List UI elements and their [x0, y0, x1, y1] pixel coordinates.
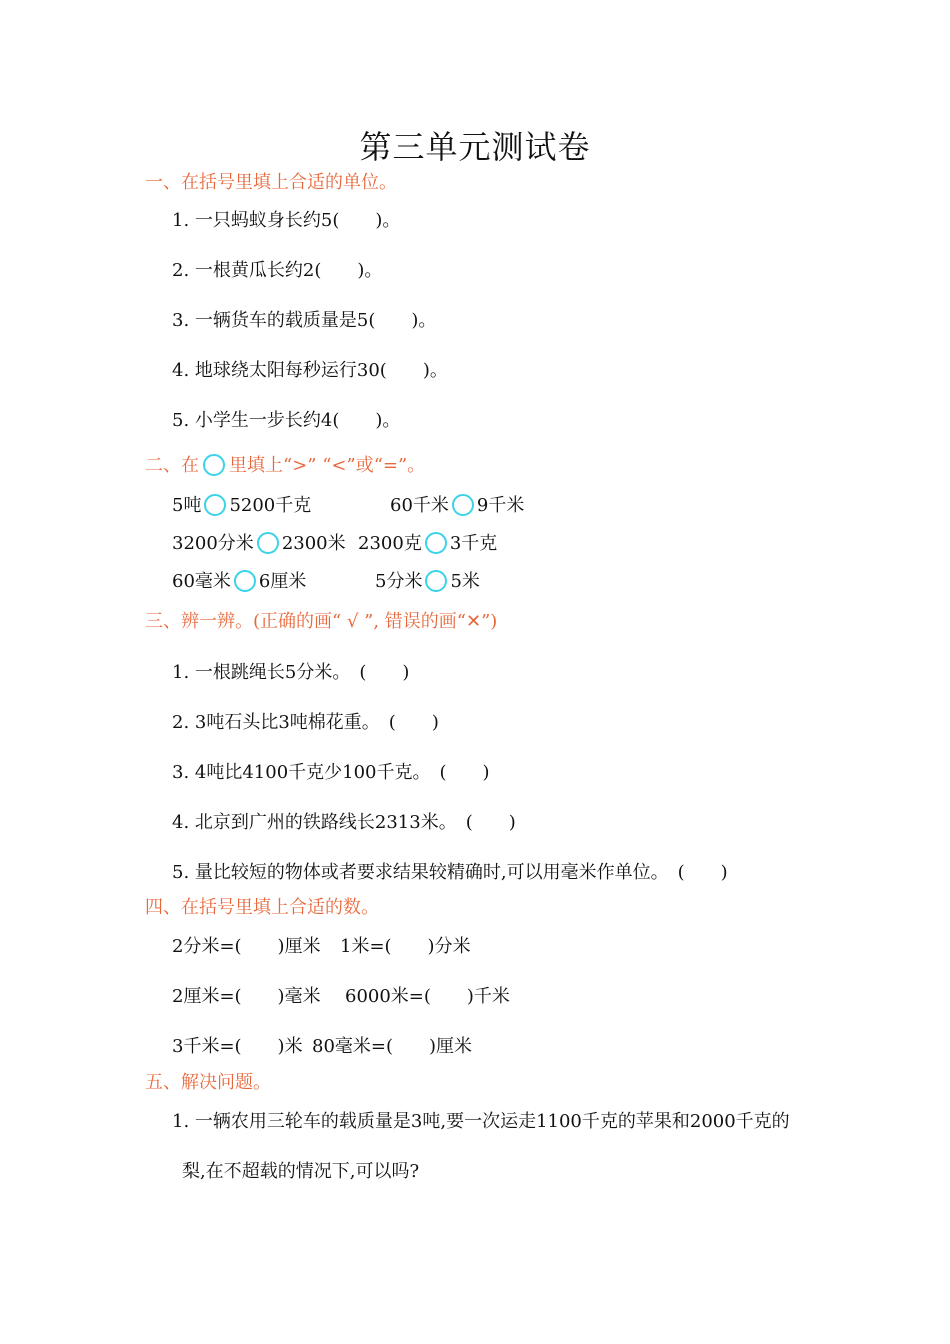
- compare-left: 60毫米: [172, 571, 231, 592]
- s4-item: 1米=( )分米: [340, 936, 471, 957]
- section-1-heading: 一、在括号里填上合适的单位。: [145, 172, 397, 193]
- page-title: 第三单元测试卷: [359, 128, 591, 166]
- s5-problem-line-1: 1. 一辆农用三轮车的载质量是3吨,要一次运走1100千克的苹果和2000千克的: [172, 1111, 790, 1132]
- section-5-heading: 五、解决问题。: [145, 1072, 271, 1093]
- section-2-heading: [145, 451, 425, 477]
- compare-right: 2300米: [281, 533, 346, 554]
- s3-item-4: 4. 北京到广州的铁路线长2313米。 ( ): [172, 812, 516, 833]
- answer-circle-icon[interactable]: [257, 532, 279, 554]
- answer-circle-icon[interactable]: [425, 532, 447, 554]
- s1-item-4: 4. 地球绕太阳每秒运行30( )。: [172, 360, 448, 381]
- compare-item: [172, 491, 311, 517]
- compare-item: [375, 567, 480, 593]
- s4-item: 6000米=( )千米: [345, 986, 510, 1007]
- section-4-heading: 四、在括号里填上合适的数。: [145, 897, 379, 918]
- compare-left: 5分米: [375, 571, 423, 592]
- s1-item-3: 3. 一辆货车的载质量是5( )。: [172, 310, 437, 331]
- s4-item: 2分米=( )厘米: [172, 936, 321, 957]
- s4-item: 3千米=( )米: [172, 1036, 303, 1057]
- s2-heading-after: 里填上“>” “<”或“=”。: [229, 455, 426, 476]
- s3-item-1: 1. 一根跳绳长5分米。 ( ): [172, 662, 410, 683]
- compare-left: 5吨: [172, 495, 202, 516]
- compare-right: 9千米: [476, 495, 525, 516]
- compare-item: [172, 567, 306, 593]
- s5-problem-line-2: 梨,在不超载的情况下,可以吗?: [182, 1161, 420, 1182]
- answer-circle-icon[interactable]: [204, 494, 226, 516]
- s4-item: 2厘米=( )毫米: [172, 986, 321, 1007]
- compare-left: 2300克: [358, 533, 422, 554]
- s3-item-3: 3. 4吨比4100千克少100千克。 ( ): [172, 762, 490, 783]
- blank-circle-icon: [203, 454, 225, 476]
- compare-right: 5200千克: [229, 495, 312, 516]
- answer-circle-icon[interactable]: [234, 570, 256, 592]
- answer-circle-icon[interactable]: [425, 570, 447, 592]
- s1-item-5: 5. 小学生一步长约4( )。: [172, 410, 401, 431]
- compare-right: 6厘米: [258, 571, 307, 592]
- compare-item: [390, 491, 524, 517]
- compare-item: [358, 529, 497, 555]
- s2-heading-before: 二、在: [145, 455, 199, 476]
- answer-circle-icon[interactable]: [452, 494, 474, 516]
- section-3-heading: 三、辨一辨。(正确的画“ √ ”, 错误的画“✕”): [145, 611, 498, 632]
- compare-item: [172, 529, 346, 555]
- s3-item-2: 2. 3吨石头比3吨棉花重。 ( ): [172, 712, 439, 733]
- s1-item-2: 2. 一根黄瓜长约2( )。: [172, 260, 383, 281]
- s4-item: 80毫米=( )厘米: [312, 1036, 473, 1057]
- s3-item-5: 5. 量比较短的物体或者要求结果较精确时,可以用毫米作单位。 ( ): [172, 862, 728, 883]
- compare-left: 3200分米: [172, 533, 254, 554]
- compare-right: 5米: [450, 571, 480, 592]
- s1-item-1: 1. 一只蚂蚁身长约5( )。: [172, 210, 401, 231]
- compare-left: 60千米: [390, 495, 449, 516]
- compare-right: 3千克: [449, 533, 498, 554]
